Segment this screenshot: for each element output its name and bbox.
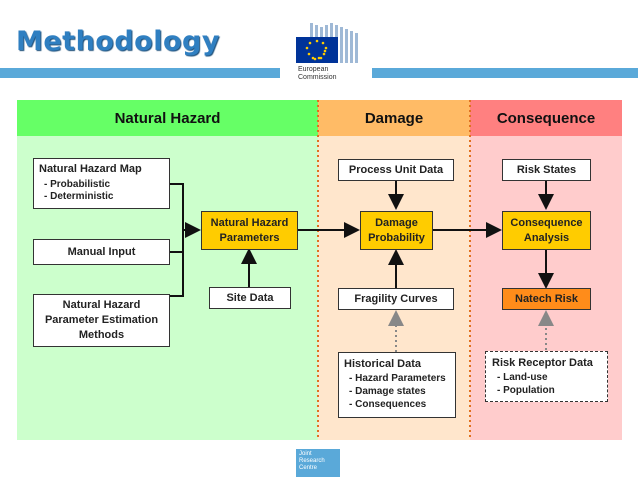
fragility-box: Fragility Curves [338, 288, 454, 310]
risk-receptor-box [485, 351, 608, 402]
damage-prob-box [360, 211, 433, 250]
hazard-map-title: Natural Hazard Map [39, 163, 142, 175]
risk-receptor-item: - Land-use [497, 372, 548, 383]
consequence-analysis-line: Analysis [523, 231, 570, 244]
jrc-logo-line: Joint [299, 451, 312, 457]
historical-item: - Hazard Parameters [349, 373, 446, 384]
nh-params-line: Parameters [219, 231, 280, 244]
process-unit-box: Process Unit Data [338, 159, 454, 181]
param-methods-line: Methods [78, 329, 125, 341]
hazard-map-box [33, 158, 170, 209]
natech-risk-box: Natech Risk [502, 288, 591, 310]
damage-prob-line: Probability [368, 231, 425, 244]
jrc-logo-line: Centre [299, 465, 318, 471]
damage-prob-line: Damage [375, 216, 418, 229]
page-title: Methodology [16, 26, 220, 57]
consequence-analysis-box [502, 211, 591, 250]
hazard-header: Natural Hazard [17, 100, 318, 136]
param-methods-box [33, 294, 170, 347]
risk-receptor-item: - Population [497, 385, 555, 396]
damage-header: Damage [318, 100, 470, 136]
manual-input-box: Manual Input [33, 239, 170, 265]
connector-line [170, 184, 183, 209]
logo-line-2: Commission [298, 74, 337, 81]
hazard-map-item: - Deterministic [44, 191, 114, 202]
jrc-logo-line: Research [299, 458, 325, 464]
historical-item: - Damage states [349, 386, 426, 397]
historical-title: Historical Data [344, 358, 422, 370]
historical-box [338, 352, 456, 418]
consequence-analysis-line: Consequence [510, 216, 583, 229]
nh-params-box [201, 211, 298, 250]
site-data-box: Site Data [209, 287, 291, 309]
logo-line-1: European [298, 66, 329, 73]
risk-receptor-title: Risk Receptor Data [492, 357, 593, 369]
param-methods-line: Natural Hazard [62, 299, 141, 311]
hazard-map-item: - Probabilistic [44, 179, 111, 190]
connector-line [170, 250, 183, 252]
param-methods-line: Parameter Estimation [44, 314, 159, 326]
consequence-header: Consequence [470, 100, 622, 136]
risk-states-box: Risk States [502, 159, 591, 181]
historical-item: - Consequences [349, 399, 427, 410]
jrc-logo [296, 449, 340, 477]
nh-params-line: Natural Hazard [210, 216, 289, 229]
connector-line [170, 248, 183, 296]
